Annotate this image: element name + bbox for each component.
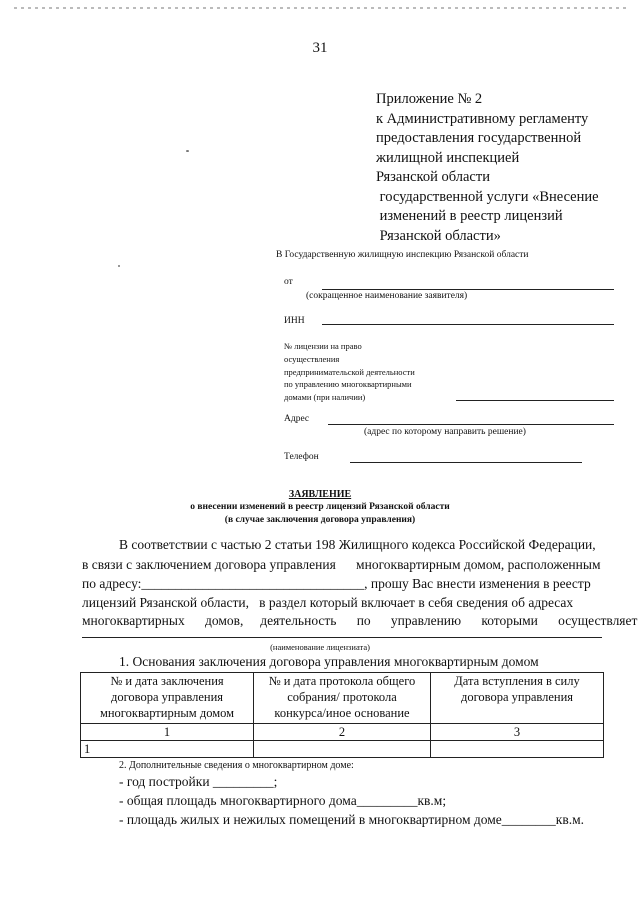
header-line: № и дата заключения [110, 674, 224, 688]
license-label-line: осуществления [284, 353, 340, 364]
licensee-caption: (наименование лицензиата) [270, 642, 370, 652]
body-line: в связи с заключением договора управления многоквартирным домом, расположенным [82, 557, 601, 572]
from-label: от [284, 277, 293, 287]
license-label-line: домами (при наличии) [284, 392, 366, 403]
scan-artifact [14, 7, 626, 9]
appendix-line: жилищной инспекцией [376, 149, 520, 166]
section1-title: 1. Основания заключения договора управления многоквартирным домом [119, 654, 539, 669]
body-line: В соответствии с частью 2 статьи 198 Жилищного кодекса Российской Федерации, [119, 537, 596, 552]
license-label-line: предпринимательской деятельности [284, 366, 415, 377]
address-field-line [328, 424, 614, 425]
page-number: 31 [312, 40, 328, 56]
body-line: многоквартирных домов, деятельность по управлению которыми осуществляет [82, 613, 638, 628]
table-number-cell: 2 [254, 724, 431, 741]
appendix-line: изменений в реестр лицензий [376, 208, 563, 224]
table-number-cell: 3 [431, 724, 604, 741]
from-field-line [322, 289, 614, 290]
from-caption: (сокращенное наименование заявителя) [306, 291, 468, 301]
table-cell: 1 [81, 741, 254, 758]
address-caption: (адрес по которому направить решение) [364, 427, 526, 437]
table-header-cell [431, 673, 604, 724]
appendix-line: Приложение № 2 [376, 91, 483, 107]
appendix-line: Рязанской области» [376, 227, 501, 244]
table-number-row [81, 724, 604, 741]
section2-title: 2. Дополнительные сведения о многоквартирном доме: [119, 760, 354, 771]
appendix-line: предоставления государственной [376, 130, 582, 146]
table-row [81, 741, 604, 758]
table-cell [254, 741, 431, 758]
table-number-cell: 1 [81, 724, 254, 741]
premises-area: - площадь жилых и нежилых помещений в многоквартирном доме________кв.м. [119, 812, 585, 827]
statement-subtitle: о внесении изменений в реестр лицензий Рязанской области [190, 502, 450, 512]
header-line: договора управления [110, 690, 224, 704]
table-cell [431, 741, 604, 758]
phone-label: Телефон [284, 452, 319, 462]
appendix-header [376, 90, 599, 246]
license-label [284, 340, 415, 404]
agreement-table [80, 672, 604, 758]
recipient: В Государственную жилищную инспекцию Рязанской области [276, 250, 529, 260]
license-field-line [456, 400, 614, 401]
header-line: собрания/ протокола [287, 690, 397, 704]
table-header-row [81, 673, 604, 724]
year-built: - год постройки _________; [119, 774, 278, 789]
appendix-line: государственной услуги «Внесение [376, 188, 599, 205]
body-line: по адресу:_________________________________, прошу Вас внести изменения в реестр [82, 576, 591, 591]
statement-subtitle-2: (в случае заключения договора управления) [224, 515, 416, 525]
phone-field-line [350, 462, 582, 463]
inn-field-line [322, 324, 614, 325]
table-header-cell [254, 673, 431, 724]
statement-title: ЗАЯВЛЕНИЕ [288, 489, 352, 500]
header-line: договора управления [460, 690, 574, 704]
table-header-cell [81, 673, 254, 724]
license-label-line: по управлению многоквартирными [284, 379, 412, 390]
licensee-field-line [82, 637, 602, 638]
license-label-line: № лицензии на право [284, 341, 362, 351]
address-label: Адрес [284, 414, 310, 424]
appendix-line: к Административному регламенту [376, 110, 589, 127]
header-line: многоквартирным домом [99, 706, 235, 720]
inn-label: ИНН [284, 316, 305, 326]
appendix-line: Рязанской области [376, 169, 490, 185]
header-line: конкурса/иное основание [274, 706, 410, 720]
body-line: лицензий Рязанской области, в раздел который включает в себя сведения об адресах [82, 595, 574, 610]
total-area: - общая площадь многоквартирного дома_________кв.м; [119, 793, 447, 808]
scan-speck [186, 150, 189, 152]
header-line: № и дата протокола общего [268, 674, 416, 688]
scan-speck [118, 265, 120, 267]
header-line: Дата вступления в силу [454, 674, 580, 688]
